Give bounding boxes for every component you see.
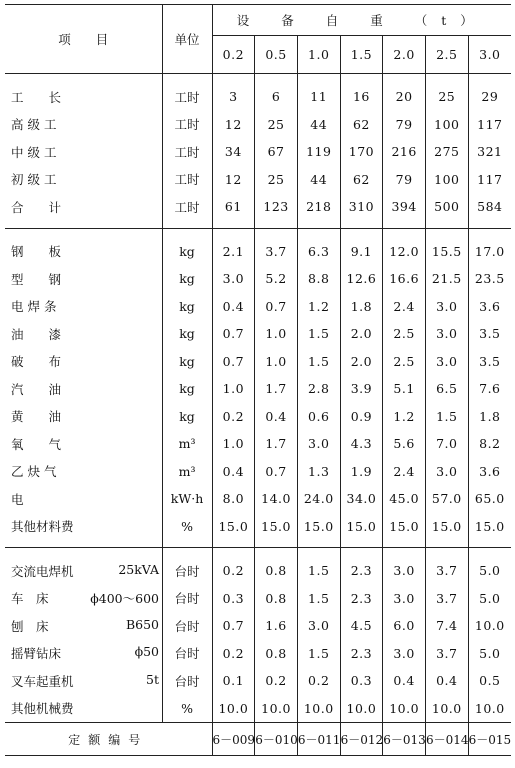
- value-cell: 3.5: [468, 348, 511, 376]
- table-row: [5, 238, 511, 266]
- value-cell: 25: [255, 111, 298, 139]
- unit-cell: kg: [162, 403, 212, 431]
- value-cell: 310: [340, 193, 383, 221]
- quota-code-cell: 6－010: [255, 723, 298, 756]
- value-cell: 34.0: [340, 485, 383, 513]
- value-cell: 1.7: [255, 375, 298, 403]
- item-name-cell: [5, 111, 162, 139]
- value-cell: 0.7: [255, 458, 298, 486]
- item-name: 高 级 工: [11, 117, 57, 133]
- unit-cell: 台时: [162, 585, 212, 613]
- value-cell: 14.0: [255, 485, 298, 513]
- value-cell: 0.2: [297, 667, 340, 695]
- item-name: 黄 油: [11, 409, 62, 425]
- item-name-cell: [5, 403, 162, 431]
- value-cell: 1.8: [468, 403, 511, 431]
- value-cell: 2.4: [383, 293, 426, 321]
- value-cell: 10.0: [383, 695, 426, 723]
- value-cell: 29: [468, 83, 511, 111]
- value-cell: 1.9: [340, 458, 383, 486]
- value-cell: 79: [383, 111, 426, 139]
- value-cell: 4.5: [340, 612, 383, 640]
- value-cell: 5.0: [468, 640, 511, 668]
- value-cell: 321: [468, 138, 511, 166]
- machine-name: 其他机械费: [11, 701, 74, 717]
- value-cell: 2.3: [340, 557, 383, 585]
- item-header: 项 目: [5, 5, 162, 74]
- quota-code-label: 定额编号: [5, 723, 212, 756]
- item-name-cell: [5, 612, 162, 640]
- value-cell: 6.5: [425, 375, 468, 403]
- quota-code-cell: 6－013: [383, 723, 426, 756]
- value-cell: 15.0: [340, 513, 383, 541]
- value-cell: 10.0: [297, 695, 340, 723]
- table-row: [5, 557, 511, 585]
- value-cell: 0.8: [255, 640, 298, 668]
- quota-code-cell: 6－011: [297, 723, 340, 756]
- table-row: [5, 430, 511, 458]
- value-cell: 12.6: [340, 265, 383, 293]
- value-cell: 0.8: [255, 557, 298, 585]
- spacer-row: [5, 221, 511, 229]
- value-cell: 12: [212, 111, 255, 139]
- table-row: [5, 375, 511, 403]
- value-cell: 16.6: [383, 265, 426, 293]
- value-cell: 1.0: [255, 348, 298, 376]
- item-name: 电: [11, 491, 24, 507]
- value-cell: 3.0: [383, 585, 426, 613]
- item-name-cell: [5, 138, 162, 166]
- weight-header-cell: 1.0: [297, 36, 340, 74]
- unit-cell: m³: [162, 430, 212, 458]
- value-cell: 2.4: [383, 458, 426, 486]
- item-name-cell: [5, 430, 162, 458]
- unit-cell: kg: [162, 238, 212, 266]
- value-cell: 2.0: [340, 320, 383, 348]
- item-name-cell: [5, 265, 162, 293]
- machine-name: 叉车起重机: [11, 673, 74, 689]
- item-name: 其他材料费: [11, 519, 74, 535]
- unit-cell: m³: [162, 458, 212, 486]
- quota-code-cell: 6－009: [212, 723, 255, 756]
- machine-name: 交流电焊机: [11, 563, 74, 579]
- value-cell: 45.0: [383, 485, 426, 513]
- value-cell: 3.0: [383, 640, 426, 668]
- table-row: [5, 513, 511, 541]
- item-name: 氧 气: [11, 436, 62, 452]
- unit-cell: kg: [162, 375, 212, 403]
- table-row: [5, 320, 511, 348]
- weight-header-cell: 3.0: [468, 36, 511, 74]
- table-row: [5, 293, 511, 321]
- machine-spec: ϕ400～600: [90, 591, 159, 607]
- value-cell: 24.0: [297, 485, 340, 513]
- value-cell: 170: [340, 138, 383, 166]
- value-cell: 3.0: [425, 348, 468, 376]
- table-row: [5, 458, 511, 486]
- value-cell: 1.5: [297, 348, 340, 376]
- value-cell: 67: [255, 138, 298, 166]
- weight-header-cell: 2.5: [425, 36, 468, 74]
- value-cell: 16: [340, 83, 383, 111]
- table-row: [5, 485, 511, 513]
- value-cell: 1.0: [255, 320, 298, 348]
- value-cell: 3: [212, 83, 255, 111]
- value-cell: 3.7: [425, 640, 468, 668]
- item-name-cell: [5, 557, 162, 585]
- machine-name: 刨 床: [11, 618, 49, 634]
- item-name: 汽 油: [11, 381, 62, 397]
- value-cell: 0.3: [340, 667, 383, 695]
- item-name-cell: [5, 375, 162, 403]
- value-cell: 44: [297, 111, 340, 139]
- value-cell: 9.1: [340, 238, 383, 266]
- value-cell: 123: [255, 193, 298, 221]
- value-cell: 0.2: [255, 667, 298, 695]
- value-cell: 216: [383, 138, 426, 166]
- value-cell: 584: [468, 193, 511, 221]
- value-cell: 15.0: [212, 513, 255, 541]
- unit-cell: %: [162, 695, 212, 723]
- table-row: [5, 348, 511, 376]
- item-name-cell: [5, 585, 162, 613]
- value-cell: 3.0: [212, 265, 255, 293]
- value-cell: 1.6: [255, 612, 298, 640]
- unit-cell: kW·h: [162, 485, 212, 513]
- unit-cell: 台时: [162, 667, 212, 695]
- value-cell: 0.4: [212, 293, 255, 321]
- value-cell: 394: [383, 193, 426, 221]
- spacer-row: [5, 228, 511, 238]
- equipment-weight-header: 设 备 自 重 （t）: [212, 5, 511, 36]
- table-row: [5, 193, 511, 221]
- value-cell: 10.0: [255, 695, 298, 723]
- value-cell: 0.9: [340, 403, 383, 431]
- unit-cell: 台时: [162, 557, 212, 585]
- quota-code-row: [5, 723, 511, 756]
- value-cell: 20: [383, 83, 426, 111]
- table-row: [5, 612, 511, 640]
- unit-cell: 工时: [162, 166, 212, 194]
- quota-code-cell: 6－012: [340, 723, 383, 756]
- value-cell: 2.0: [340, 348, 383, 376]
- unit-cell: kg: [162, 265, 212, 293]
- value-cell: 3.7: [425, 585, 468, 613]
- value-cell: 5.0: [468, 585, 511, 613]
- table-row: [5, 667, 511, 695]
- quota-table: [5, 4, 511, 756]
- value-cell: 15.0: [425, 513, 468, 541]
- item-name-cell: [5, 320, 162, 348]
- item-name-cell: [5, 238, 162, 266]
- item-name-cell: [5, 348, 162, 376]
- value-cell: 15.5: [425, 238, 468, 266]
- unit-cell: %: [162, 513, 212, 541]
- value-cell: 10.0: [468, 695, 511, 723]
- weight-header-cell: 1.5: [340, 36, 383, 74]
- value-cell: 61: [212, 193, 255, 221]
- value-cell: 3.0: [425, 458, 468, 486]
- unit-cell: 工时: [162, 83, 212, 111]
- weight-header-cell: 0.5: [255, 36, 298, 74]
- value-cell: 2.5: [383, 348, 426, 376]
- spacer-row: [5, 548, 511, 558]
- value-cell: 2.5: [383, 320, 426, 348]
- value-cell: 0.5: [468, 667, 511, 695]
- value-cell: 0.4: [383, 667, 426, 695]
- value-cell: 1.2: [383, 403, 426, 431]
- value-cell: 1.5: [425, 403, 468, 431]
- weight-header-cell: 0.2: [212, 36, 255, 74]
- unit-cell: 工时: [162, 111, 212, 139]
- value-cell: 2.1: [212, 238, 255, 266]
- value-cell: 1.0: [212, 375, 255, 403]
- quota-code-cell: 6－015: [468, 723, 511, 756]
- value-cell: 3.5: [468, 320, 511, 348]
- unit-cell: kg: [162, 320, 212, 348]
- value-cell: 0.2: [212, 403, 255, 431]
- value-cell: 12: [212, 166, 255, 194]
- value-cell: 5.6: [383, 430, 426, 458]
- table-row: [5, 695, 511, 723]
- value-cell: 1.3: [297, 458, 340, 486]
- value-cell: 275: [425, 138, 468, 166]
- value-cell: 5.2: [255, 265, 298, 293]
- value-cell: 119: [297, 138, 340, 166]
- table-row: [5, 265, 511, 293]
- value-cell: 0.4: [212, 458, 255, 486]
- item-name: 钢 板: [11, 244, 62, 260]
- value-cell: 2.8: [297, 375, 340, 403]
- value-cell: 0.4: [425, 667, 468, 695]
- item-name-cell: [5, 667, 162, 695]
- value-cell: 4.3: [340, 430, 383, 458]
- table-body: [5, 74, 511, 756]
- table-row: [5, 83, 511, 111]
- table-row: [5, 403, 511, 431]
- item-name: 工 长: [11, 89, 62, 105]
- value-cell: 6.0: [383, 612, 426, 640]
- value-cell: 8.8: [297, 265, 340, 293]
- value-cell: 79: [383, 166, 426, 194]
- item-name-cell: [5, 83, 162, 111]
- value-cell: 3.0: [297, 612, 340, 640]
- unit-cell: 台时: [162, 640, 212, 668]
- value-cell: 10.0: [425, 695, 468, 723]
- value-cell: 3.0: [297, 430, 340, 458]
- item-name-cell: [5, 695, 162, 723]
- value-cell: 15.0: [297, 513, 340, 541]
- value-cell: 0.7: [212, 612, 255, 640]
- value-cell: 0.1: [212, 667, 255, 695]
- value-cell: 1.5: [297, 640, 340, 668]
- value-cell: 100: [425, 166, 468, 194]
- value-cell: 100: [425, 111, 468, 139]
- item-name: 型 钢: [11, 271, 62, 287]
- value-cell: 5.0: [468, 557, 511, 585]
- item-name: 破 布: [11, 354, 62, 370]
- value-cell: 117: [468, 166, 511, 194]
- value-cell: 0.2: [212, 557, 255, 585]
- value-cell: 25: [255, 166, 298, 194]
- value-cell: 15.0: [468, 513, 511, 541]
- value-cell: 10.0: [468, 612, 511, 640]
- item-name: 乙 炔 气: [11, 464, 57, 480]
- value-cell: 11: [297, 83, 340, 111]
- unit-cell: kg: [162, 348, 212, 376]
- spacer-row: [5, 74, 511, 84]
- value-cell: 2.3: [340, 640, 383, 668]
- value-cell: 7.0: [425, 430, 468, 458]
- item-name: 合 计: [11, 199, 62, 215]
- machine-spec: B650: [125, 616, 159, 632]
- unit-cell: 工时: [162, 193, 212, 221]
- value-cell: 8.2: [468, 430, 511, 458]
- item-name-cell: [5, 293, 162, 321]
- table-row: [5, 640, 511, 668]
- value-cell: 117: [468, 111, 511, 139]
- value-cell: 21.5: [425, 265, 468, 293]
- machine-name: 车 床: [11, 591, 49, 607]
- value-cell: 8.0: [212, 485, 255, 513]
- value-cell: 3.0: [425, 293, 468, 321]
- value-cell: 0.2: [212, 640, 255, 668]
- value-cell: 3.9: [340, 375, 383, 403]
- value-cell: 62: [340, 111, 383, 139]
- unit-cell: 工时: [162, 138, 212, 166]
- item-name: 油 漆: [11, 326, 62, 342]
- value-cell: 3.7: [255, 238, 298, 266]
- unit-header: 单位: [162, 5, 212, 74]
- value-cell: 15.0: [255, 513, 298, 541]
- value-cell: 10.0: [212, 695, 255, 723]
- value-cell: 12.0: [383, 238, 426, 266]
- item-name-cell: [5, 193, 162, 221]
- value-cell: 3.7: [425, 557, 468, 585]
- value-cell: 0.8: [255, 585, 298, 613]
- value-cell: 15.0: [383, 513, 426, 541]
- value-cell: 1.8: [340, 293, 383, 321]
- item-name-cell: [5, 458, 162, 486]
- value-cell: 0.7: [212, 348, 255, 376]
- value-cell: 3.0: [425, 320, 468, 348]
- value-cell: 1.0: [212, 430, 255, 458]
- value-cell: 23.5: [468, 265, 511, 293]
- unit-cell: 台时: [162, 612, 212, 640]
- value-cell: 17.0: [468, 238, 511, 266]
- item-name: 中 级 工: [11, 144, 57, 160]
- value-cell: 62: [340, 166, 383, 194]
- item-name: 初 级 工: [11, 172, 57, 188]
- weight-header-cell: 2.0: [383, 36, 426, 74]
- item-name-cell: [5, 166, 162, 194]
- unit-cell: kg: [162, 293, 212, 321]
- value-cell: 6: [255, 83, 298, 111]
- value-cell: 0.3: [212, 585, 255, 613]
- value-cell: 1.5: [297, 585, 340, 613]
- table-row: [5, 166, 511, 194]
- value-cell: 0.6: [297, 403, 340, 431]
- value-cell: 7.6: [468, 375, 511, 403]
- table-row: [5, 585, 511, 613]
- value-cell: 3.0: [383, 557, 426, 585]
- value-cell: 25: [425, 83, 468, 111]
- value-cell: 10.0: [340, 695, 383, 723]
- value-cell: 0.7: [255, 293, 298, 321]
- item-name-cell: [5, 513, 162, 541]
- value-cell: 0.7: [212, 320, 255, 348]
- value-cell: 5.1: [383, 375, 426, 403]
- value-cell: 500: [425, 193, 468, 221]
- value-cell: 2.3: [340, 585, 383, 613]
- value-cell: 3.6: [468, 293, 511, 321]
- machine-spec: 5t: [146, 671, 159, 687]
- value-cell: 7.4: [425, 612, 468, 640]
- spacer-row: [5, 540, 511, 548]
- value-cell: 1.7: [255, 430, 298, 458]
- item-name-cell: [5, 485, 162, 513]
- value-cell: 1.5: [297, 557, 340, 585]
- value-cell: 65.0: [468, 485, 511, 513]
- machine-spec: 25kVA: [118, 561, 159, 577]
- value-cell: 34: [212, 138, 255, 166]
- value-cell: 1.5: [297, 320, 340, 348]
- table-row: [5, 111, 511, 139]
- value-cell: 1.2: [297, 293, 340, 321]
- value-cell: 0.4: [255, 403, 298, 431]
- table-row: [5, 138, 511, 166]
- item-name-cell: [5, 640, 162, 668]
- value-cell: 6.3: [297, 238, 340, 266]
- quota-code-cell: 6－014: [425, 723, 468, 756]
- machine-spec: ϕ50: [134, 644, 159, 660]
- value-cell: 3.6: [468, 458, 511, 486]
- machine-name: 摇臂钻床: [11, 646, 62, 662]
- item-name: 电 焊 条: [11, 299, 57, 315]
- value-cell: 44: [297, 166, 340, 194]
- value-cell: 218: [297, 193, 340, 221]
- value-cell: 57.0: [425, 485, 468, 513]
